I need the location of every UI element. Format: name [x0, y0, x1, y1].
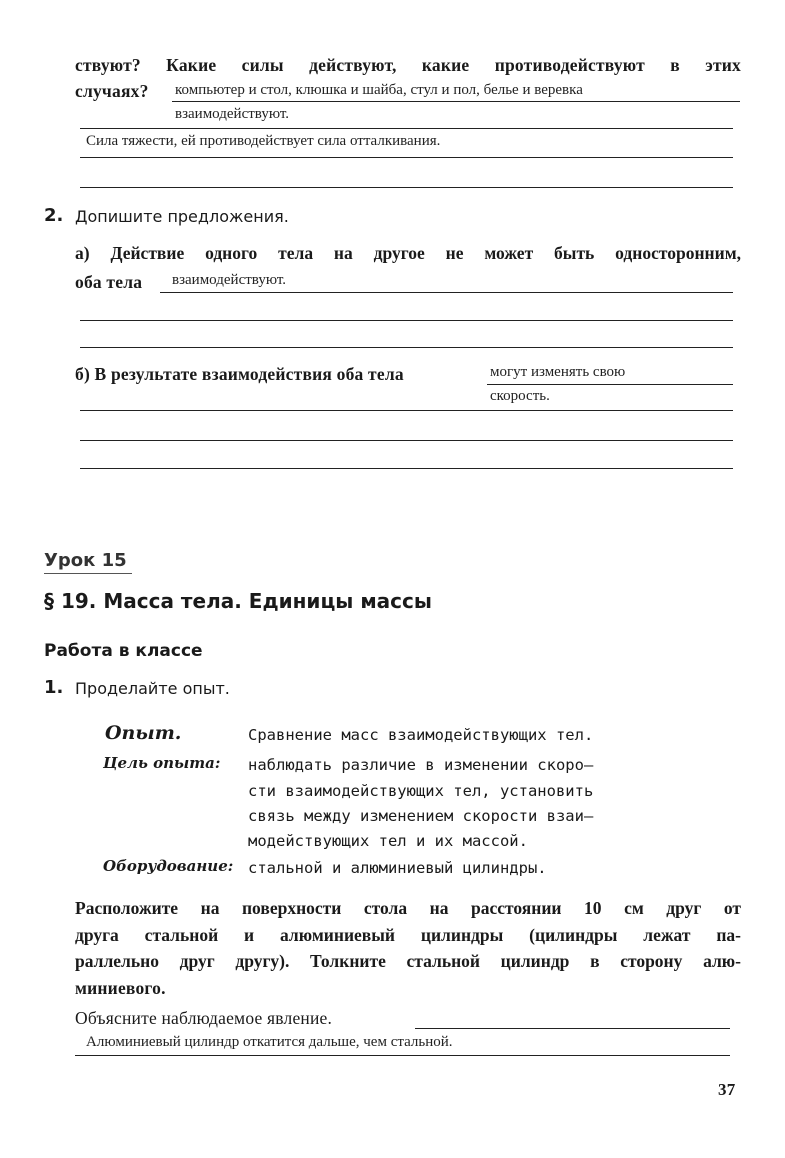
answer-line: [80, 157, 733, 158]
section-title: § 19. Масса тела. Единицы массы: [44, 589, 432, 613]
answer-text: скорость.: [490, 388, 550, 404]
answer-line: [80, 187, 733, 188]
task-title: Допишите предложения.: [75, 207, 289, 226]
instruction-line: друга стальной и алюминиевый цилиндры (цилиндры лежат па-: [75, 925, 741, 945]
subheading: Работа в классе: [44, 641, 203, 661]
answer-line: [80, 410, 733, 411]
instruction-line: раллельно друг другу). Толкните стальной цилиндр в сторону алю-: [75, 951, 741, 971]
answer-line: [80, 347, 733, 348]
question-line: б) В результате взаимодействия оба тела: [75, 364, 404, 384]
answer-text: Сила тяжести, ей противодействует сила отталкивания.: [86, 133, 441, 149]
answer-text: могут изменять свою: [490, 364, 626, 380]
answer-text: Алюминиевый цилиндр откатится дальше, чем стальной.: [86, 1034, 453, 1050]
lesson-underline: [44, 573, 132, 574]
equipment-text: стальной и алюминиевый цилиндры.: [248, 859, 547, 877]
experiment-text: Сравнение масс взаимодействующих тел.: [248, 726, 594, 744]
answer-line: [75, 1055, 730, 1056]
question-line: ствуют? Какие силы действуют, какие противодействуют в этих: [75, 55, 741, 75]
goal-line: связь между изменением скорости взаи–: [248, 807, 594, 825]
explain-prompt: Объясните наблюдаемое явление.: [75, 1008, 333, 1028]
question-line: а) Действие одного тела на другое не может быть односторонним,: [75, 243, 741, 263]
answer-text: взаимодействуют.: [175, 106, 290, 122]
instruction-line: Расположите на поверхности стола на расстоянии 10 см друг от: [75, 898, 741, 918]
answer-line: [80, 440, 733, 441]
experiment-label: Опыт.: [105, 722, 182, 744]
answer-line: [80, 320, 733, 321]
answer-text: компьютер и стол, клюшка и шайба, стул и пол, белье и веревка: [175, 82, 583, 98]
instruction-line: миниевого.: [75, 978, 166, 998]
answer-line: [80, 128, 733, 129]
lesson-label: Урок 15: [44, 550, 127, 571]
question-line: оба тела: [75, 272, 143, 292]
goal-line: сти взаимодействующих тел, установить: [248, 782, 594, 800]
answer-line: [415, 1028, 730, 1029]
task-number: 1.: [44, 677, 64, 698]
page-number: 37: [718, 1080, 736, 1099]
question-line: случаях?: [75, 81, 149, 101]
equipment-label: Оборудование:: [103, 857, 234, 875]
task-title: Проделайте опыт.: [75, 679, 230, 698]
goal-line: наблюдать различие в изменении скоро–: [248, 756, 594, 774]
answer-text: взаимодействуют.: [172, 272, 287, 288]
goal-label: Цель опыта:: [103, 754, 221, 772]
goal-line: модействующих тел и их массой.: [248, 832, 528, 850]
answer-line: [172, 101, 740, 102]
answer-line: [160, 292, 733, 293]
answer-line: [487, 384, 733, 385]
answer-line: [80, 468, 733, 469]
task-number: 2.: [44, 205, 64, 226]
